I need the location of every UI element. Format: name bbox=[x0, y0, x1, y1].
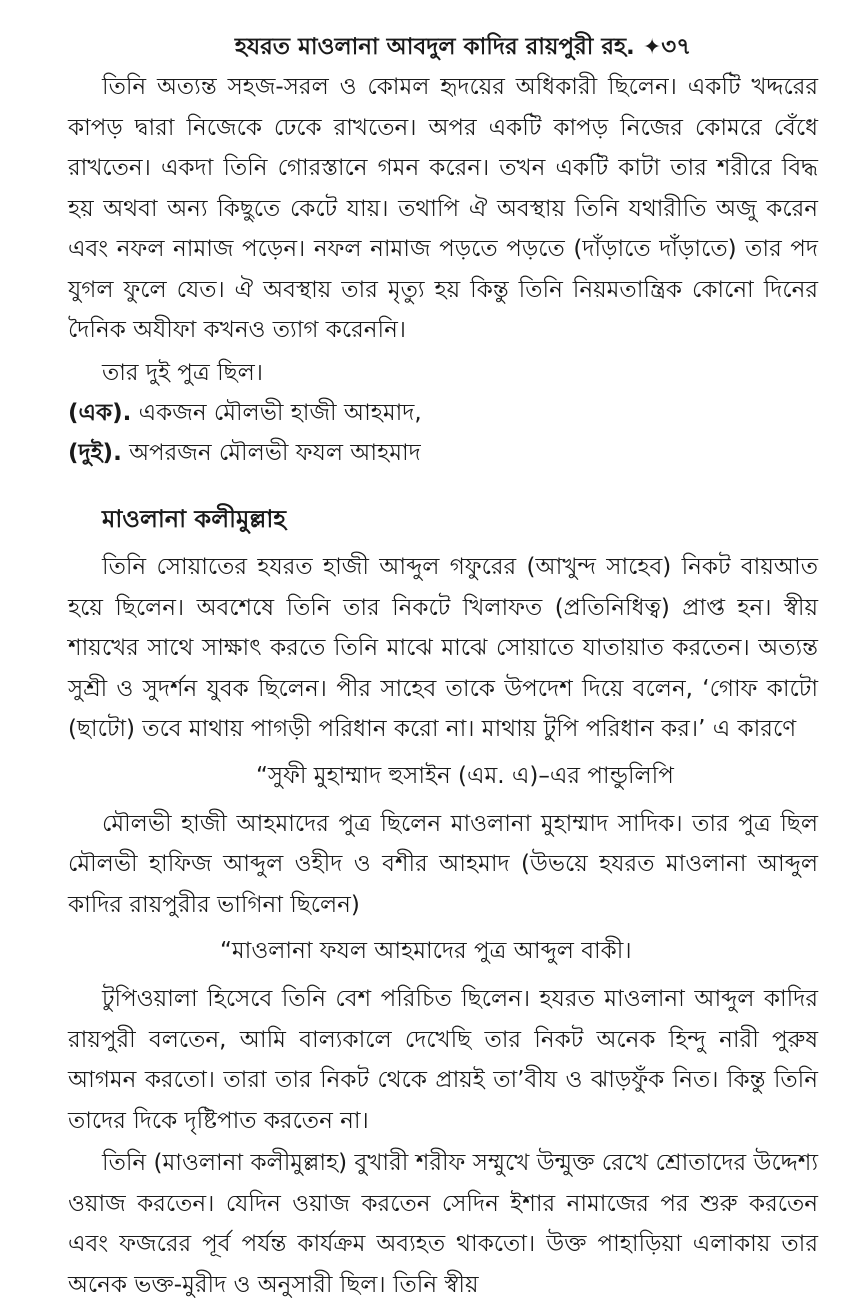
page-number: ৩৭ bbox=[661, 34, 692, 60]
quote-son: “মাওলানা ফযল আহমাদের পুত্র আব্দুল বাকী। bbox=[220, 938, 632, 964]
list-number: (এক). bbox=[68, 400, 132, 426]
paragraph-intro: তিনি অত্যন্ত সহজ-সরল ও কোমল হৃদয়ের অধিকারী ছিলেন। একটি খদ্দরের কাপড় দ্বারা নিজেকে ঢেকে রাখতেন। অপর একটি কাপড় নিজের কোমরে বেঁধে রাখতেন। একদা তিনি গোরস্তানে গমন করেন। তখন একটি কাটা তার শরীরে বিদ্ধ হয় অথবা অন্য কিছুতে কেটে যায়। তথাপি ঐ অবস্থায় তিনি যথারীতি অজু করেন এবং নফল নামাজ পড়েন। নফল নামাজ পড়তে পড়তে (দাঁড়াতে দাঁড়াতে) তার পদ যুগল ফুলে যেত। ঐ অবস্থায় তার মৃত্যু হয় কিন্তু তিনি নিয়মতান্ত্রিক কোনো দিনের দৈনিক অযীফা কখনও ত্যাগ করেননি। bbox=[68, 74, 818, 343]
paragraph-topiwala: টুপিওয়ালা হিসেবে তিনি বেশ পরিচিত ছিলেন। হযরত মাওলানা আব্দুল কাদির রায়পুরী বলতেন, আমি বাল্যকালে দেখেছি তার নিকট অনেক হিন্দু নারী পুরুষ আগমন করতো। তারা তার নিকট থেকে প্রায়ই তা’বীয ও ঝাড়ফুঁক নিত। কিন্তু তিনি তাদের দিকে দৃষ্টিপাত করতেন না। bbox=[68, 986, 818, 1134]
son-list-item-2 bbox=[68, 433, 818, 473]
paragraph-waz: তিনি (মাওলানা কলীমুল্লাহ) বুখারী শরীফ সম্মুখে উন্মুক্ত রেখে শ্রোতাদের উদ্দেশ্য ওয়াজ করতেন। যেদিন ওয়াজ করতেন সেদিন ইশার নামাজের পর শুরু করতেন এবং ফজরের পূর্ব পর্যন্ত কার্যক্রম অব্যহত থাকতো। উক্ত পাহাড়িয়া এলাকায় তার অনেক ভক্ত-মুরীদ ও অনুসারী ছিল। তিনি স্বীয় bbox=[68, 1150, 818, 1298]
ornament-star-icon: ✦ bbox=[642, 35, 662, 60]
paragraph-bayat: তিনি সোয়াতের হযরত হাজী আব্দুল গফুরের (আখুন্দ সাহেব) নিকট বায়আত হয়ে ছিলেন। অবশেষে তিনি তার নিকটে খিলাফত (প্রতিনিধিত্ব) প্রাপ্ত হন। স্বীয় শায়খের সাথে সাক্ষাৎ করতে তিনি মাঝে মাঝে সোয়াতে যাতায়াত করতেন। অত্যন্ত সুশ্রী ও সুদর্শন যুবক ছিলেন। পীর সাহেব তাকে উপদেশ দিয়ে বলেন, ‘গোফ কাটো (ছাটো) তবে মাথায় পাগড়ী পরিধান করো না। মাথায় টুপি পরিধান কর।’ এ কারণে bbox=[68, 554, 818, 742]
section-heading: মাওলানা কলীমুল্লাহ bbox=[102, 505, 286, 533]
running-title: হযরত মাওলানা আবদুল কাদির রায়পুরী রহ. bbox=[234, 34, 635, 60]
list-text: অপরজন মৌলভী ফযল আহমাদ bbox=[121, 440, 421, 466]
running-head bbox=[68, 30, 818, 65]
paragraph-sons-intro: তার দুই পুত্র ছিল। bbox=[102, 359, 263, 386]
list-number: (দুই). bbox=[68, 440, 122, 466]
quote-manuscript: “সুফী মুহাম্মাদ হুসাইন (এম. এ)–এর পান্ডুলিপি bbox=[256, 762, 674, 789]
paragraph-lineage: মৌলভী হাজী আহমাদের পুত্র ছিলেন মাওলানা মুহাম্মাদ সাদিক। তার পুত্র ছিল মৌলভী হাফিজ আব্দুল ওহীদ ও বশীর আহমাদ (উভয়ে হযরত মাওলানা আব্দুল কাদির রায়পুরীর ভাগিনা ছিলেন) bbox=[68, 810, 818, 918]
son-list-item-1 bbox=[68, 393, 818, 433]
list-text: একজন মৌলভী হাজী আহমাদ, bbox=[131, 400, 422, 426]
